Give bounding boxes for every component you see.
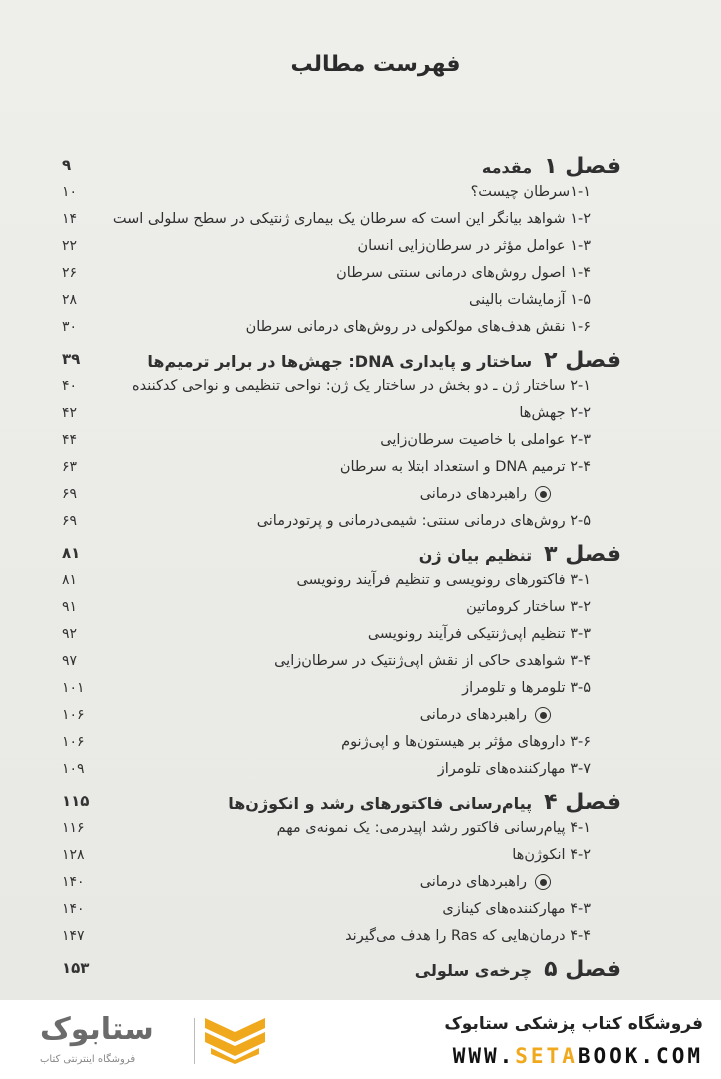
page-number: ۱۴ <box>62 211 78 227</box>
section-title: ۲-۲ جهش‌ها <box>519 405 591 421</box>
toc-chapter-row <box>0 786 721 818</box>
toc-entry-row <box>0 403 721 430</box>
chapter-title: تنظیم بیان ژن <box>418 546 533 565</box>
page-number: ۱۰۱ <box>62 680 85 696</box>
toc-entry-text <box>442 901 591 917</box>
toc-entry-text <box>380 432 591 448</box>
page-number: ۸۱ <box>62 544 81 562</box>
toc-entry-text <box>257 513 591 529</box>
toc-entry-row <box>0 926 721 953</box>
page-number: ۹ <box>62 156 72 174</box>
toc-entry-text <box>345 928 591 944</box>
toc-entry-row <box>0 872 721 899</box>
toc-entry-text <box>469 292 591 308</box>
toc-entry-row <box>0 759 721 786</box>
toc-chapter-row <box>0 150 721 182</box>
page-number: ۴۲ <box>62 405 78 421</box>
toc-entry-row <box>0 597 721 624</box>
page-number: ۴۴ <box>62 432 78 448</box>
toc-entry-text <box>297 572 592 588</box>
chapter-number: فصل ۳ <box>544 542 621 567</box>
page-number: ۱۵۳ <box>62 959 90 977</box>
toc-entry-row <box>0 484 721 511</box>
section-title: ۳-۳ تنظیم اپی‌ژنتیکی فرآیند رونویسی <box>367 626 591 642</box>
section-title: ۴-۴ درمان‌هایی که Ras را هدف می‌گیرند <box>345 928 591 944</box>
page-number: ۲۲ <box>62 238 78 254</box>
target-icon <box>535 874 551 890</box>
toc-entry-row <box>0 845 721 872</box>
target-icon <box>535 707 551 723</box>
page-number: ۶۹ <box>62 486 78 502</box>
section-title: ۱-۴ اصول روش‌های درمانی سنتی سرطان <box>336 265 591 281</box>
chapter-number: فصل ۵ <box>544 957 621 982</box>
logo-tagline: فروشگاه اینترنتی کتاب <box>40 1054 136 1065</box>
toc-entry-text <box>113 211 591 227</box>
section-title: ۱-۶ نقش هدف‌های مولکولی در روش‌های درمانی سرطان <box>245 319 591 335</box>
page-number: ۱۴۷ <box>62 928 85 944</box>
section-title: ۱-۵ آزمایشات بالینی <box>469 292 591 308</box>
toc-entry-row <box>0 732 721 759</box>
page-number: ۲۸ <box>62 292 78 308</box>
toc-entry-row <box>0 182 721 209</box>
shop-name: فروشگاه کتاب پزشکی ستابوک <box>444 1014 703 1034</box>
toc-entry-row <box>0 376 721 403</box>
section-title: ۲-۳ عواملی با خاصیت سرطان‌زایی <box>380 432 591 448</box>
page-number: ۱۰۹ <box>62 761 85 777</box>
chapter-title: مقدمه <box>481 158 533 177</box>
toc-chapter-row <box>0 538 721 570</box>
page-number: ۱۱۵ <box>62 792 90 810</box>
page-number: ۱۴۰ <box>62 901 85 917</box>
section-title: ۳-۶ داروهای مؤثر بر هیستون‌ها و اپی‌ژنوم <box>341 734 591 750</box>
section-title: ۳-۱ فاکتورهای رونویسی و تنظیم فرآیند رونویسی <box>296 572 591 588</box>
page-number: ۱۰۶ <box>62 707 85 723</box>
page-number: ۳۰ <box>62 319 78 335</box>
toc-entry-row <box>0 290 721 317</box>
toc-entry-text <box>341 734 591 750</box>
section-title: ۲-۴ ترمیم DNA و استعداد ابتلا به سرطان <box>339 459 591 475</box>
toc-entry-row <box>0 705 721 732</box>
toc-entry-text <box>438 761 591 777</box>
toc-entry-text <box>419 542 621 567</box>
toc-entry-row <box>0 678 721 705</box>
logo-wordmark: ستابوک <box>40 1012 154 1047</box>
toc-entry-text <box>357 238 591 254</box>
section-title: ۱-۱سرطان چیست؟ <box>470 184 591 200</box>
toc-entry-row <box>0 209 721 236</box>
page-number: ۱۰۶ <box>62 734 85 750</box>
toc-entry-text <box>462 680 591 696</box>
page-number: ۲۶ <box>62 265 78 281</box>
page-number: ۱۲۸ <box>62 847 85 863</box>
section-title: راهبردهای درمانی <box>419 707 527 723</box>
page-number: ۱۰ <box>62 184 78 200</box>
toc-entry-text <box>277 820 591 836</box>
url-suffix: BOOK.COM <box>577 1044 703 1068</box>
toc-entry-text <box>147 348 621 373</box>
section-title: ۳-۵ تلومرها و تلومراز <box>462 680 591 696</box>
toc-chapter-row <box>0 953 721 985</box>
toc-entry-text <box>368 626 591 642</box>
toc-entry-text <box>466 599 591 615</box>
toc-entry-row <box>0 457 721 484</box>
toc-entry-row <box>0 624 721 651</box>
toc-entry-row <box>0 651 721 678</box>
toc-entry-text <box>519 405 591 421</box>
page-number: ۶۹ <box>62 513 78 529</box>
url-prefix: WWW. <box>452 1044 516 1068</box>
page-number: ۸۱ <box>62 572 78 588</box>
section-title: ۴-۱ پیام‌رسانی فاکتور رشد اپیدرمی: یک نمونه‌ی مهم <box>276 820 591 836</box>
page-number: ۹۱ <box>62 599 78 615</box>
toc-entry-row <box>0 236 721 263</box>
toc-entry-row <box>0 818 721 845</box>
chapter-title: پیام‌رسانی فاکتورهای رشد و انکوژن‌ها <box>228 794 533 813</box>
chapter-title: چرخه‌ی سلولی <box>414 961 533 980</box>
chapter-number: فصل ۱ <box>544 154 621 179</box>
toc-entry-text <box>482 154 621 179</box>
url-accent: SETA <box>515 1044 578 1068</box>
toc-entry-row <box>0 263 721 290</box>
page-number: ۹۷ <box>62 653 78 669</box>
section-title: ۳-۲ ساختار کروماتین <box>466 599 591 615</box>
section-title: راهبردهای درمانی <box>419 486 527 502</box>
page-number: ۳۹ <box>62 350 81 368</box>
page-number: ۹۲ <box>62 626 78 642</box>
section-title: ۲-۵ روش‌های درمانی سنتی: شیمی‌درمانی و پرتودرمانی <box>256 513 591 529</box>
toc-entry-text <box>228 790 621 815</box>
toc-entry-text <box>336 265 591 281</box>
toc-entry-text <box>420 707 551 723</box>
page-number: ۱۴۰ <box>62 874 85 890</box>
toc-entry-text <box>274 653 591 669</box>
section-title: ۱-۲ شواهد بیانگر این است که سرطان یک بیماری ژنتیکی در سطح سلولی است <box>112 211 591 227</box>
toc-entry-text <box>512 847 591 863</box>
chapter-title: ساختار و پایداری DNA: جهش‌ها در برابر ترمیم‌ها <box>147 352 533 371</box>
page-title: فهرست مطالب <box>290 52 461 77</box>
chapter-number: فصل ۲ <box>544 348 621 373</box>
section-title: ۲-۱ ساختار ژن ـ دو بخش در ساختار یک ژن: نواحی تنظیمی و نواحی کدکننده <box>132 378 591 394</box>
toc-entry-row <box>0 317 721 344</box>
toc-entry-text <box>420 486 551 502</box>
section-title: ۴-۳ مهارکننده‌های کینازی <box>442 901 591 917</box>
section-title: ۳-۷ مهارکننده‌های تلومراز <box>437 761 591 777</box>
page-number: ۱۱۶ <box>62 820 85 836</box>
toc-entry-text <box>132 378 591 394</box>
section-title: ۳-۴ شواهدی حاکی از نقش اپی‌ژنتیک در سرطان‌زایی <box>274 653 591 669</box>
toc-entry-row <box>0 511 721 538</box>
footer-divider <box>194 1018 195 1064</box>
toc-entry-row <box>0 899 721 926</box>
page-number: ۴۰ <box>62 378 78 394</box>
table-of-contents <box>0 150 721 985</box>
toc-entry-text <box>420 874 551 890</box>
toc-entry-text <box>246 319 591 335</box>
page-number: ۶۳ <box>62 459 78 475</box>
chapter-number: فصل ۴ <box>544 790 621 815</box>
toc-chapter-row <box>0 344 721 376</box>
toc-entry-text <box>340 459 591 475</box>
target-icon <box>535 486 551 502</box>
footer-banner <box>0 1000 721 1079</box>
section-title: ۱-۳ عوامل مؤثر در سرطان‌زایی انسان <box>357 238 591 254</box>
toc-entry-text <box>471 184 591 200</box>
toc-entry-row <box>0 570 721 597</box>
setabook-logo-icon <box>205 1018 265 1064</box>
toc-entry-row <box>0 430 721 457</box>
section-title: ۴-۲ انکوژن‌ها <box>512 847 591 863</box>
shop-url[interactable] <box>453 1044 703 1068</box>
section-title: راهبردهای درمانی <box>419 874 527 890</box>
toc-entry-text <box>415 957 621 982</box>
